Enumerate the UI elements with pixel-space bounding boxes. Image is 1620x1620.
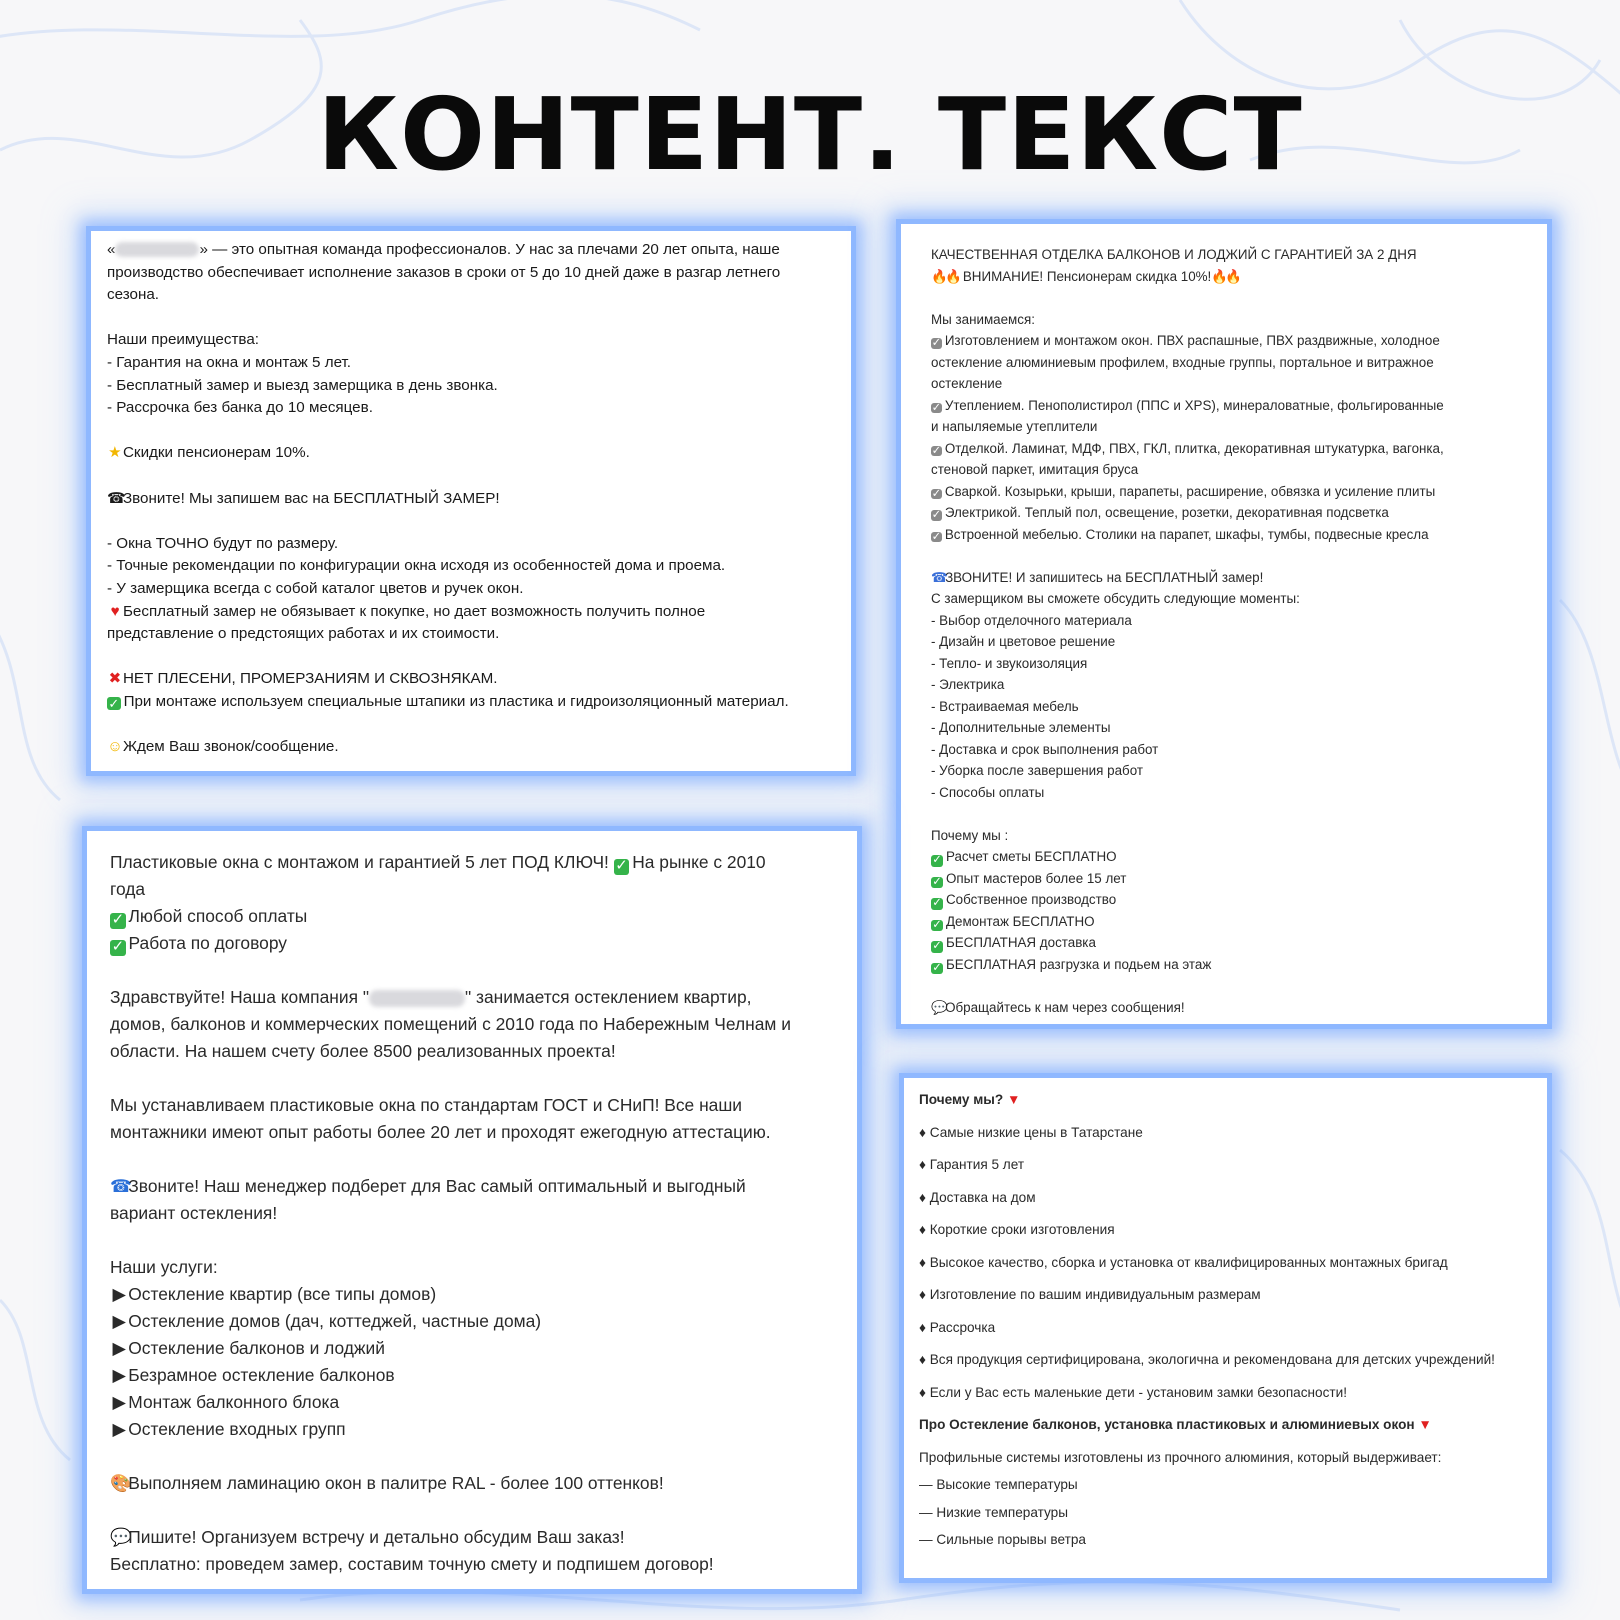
pay-line: ✓ Любой способ оплаты xyxy=(111,906,308,928)
play-triangle-icon: ▶ xyxy=(112,1311,126,1331)
discuss-line: С замерщиком вы сможете обсудить следующие моменты: xyxy=(931,591,1300,606)
discount-line: ★Скидки пенсионерам 10%. xyxy=(107,442,835,465)
intro-text: » — это опытная команда профессионалов. У нас за плечами 20 лет опыта, наше xyxy=(199,241,780,258)
check-icon: ✓ xyxy=(108,695,120,711)
topic-item: - Уборка после завершения работ xyxy=(931,763,1143,778)
topic-item: - Доставка и срок выполнения работ xyxy=(931,741,1159,757)
service-line: ✓ Электрикой. Теплый пол, освещение, розетки, декоративная подсветка xyxy=(931,505,1389,521)
withstand-item: — Низкие температуры xyxy=(919,1504,1068,1520)
check-icon: ✓ xyxy=(932,897,942,909)
advantage-item: - Бесплатный замер и выезд замерщика в день звонка. xyxy=(107,376,498,394)
service-line: ✓ Отделкой. Ламинат, МДФ, ПВХ, ГКЛ, плитка, декоративная штукатурка, вагонка, xyxy=(931,440,1444,457)
withstand-item: — Высокие температуры xyxy=(919,1477,1078,1492)
check-icon: ✓ xyxy=(111,912,124,928)
play-triangle-icon: ▶ xyxy=(112,1338,126,1358)
advantages-title: Наши преимущества: xyxy=(107,331,259,349)
bullet-icon: ♦ xyxy=(919,1352,930,1367)
why-item: ♦ Вся продукция сертифицирована, экологична и рекомендована для детских учреждений! xyxy=(919,1352,1495,1367)
bullet-icon: ♦ xyxy=(919,1157,930,1172)
play-triangle-icon: ▶ xyxy=(112,1419,126,1439)
checkbox-icon: ✓ xyxy=(931,530,942,543)
about-title: Про Остекление балконов, установка пластиковых и алюминиевых окон ▼ xyxy=(919,1417,1432,1432)
fire-icon: 🔥 xyxy=(1225,268,1243,284)
bullet-icon: ♦ xyxy=(919,1319,930,1335)
point-item: - Окна ТОЧНО будут по размеру. xyxy=(107,534,339,552)
free-measure-line-1: ♥ Бесплатный замер не обязывает к покупке, но дает возможность получить полное xyxy=(107,601,835,624)
post-card-4 xyxy=(899,1073,1552,1583)
post-card-2 xyxy=(896,219,1552,1029)
intro-line-2: производство обеспечивает исполнение заказов в сроки от 5 до 10 дней даже в разгар летнего xyxy=(107,263,781,281)
free-measure-line-2: представление о предстоящих работах и их стоимости. xyxy=(107,625,500,643)
service-item: ▶ Остекление домов (дач, коттеджей, частные дома) xyxy=(110,1308,834,1335)
advantage-item: - Рассрочка без банка до 10 месяцев. xyxy=(107,399,373,417)
play-triangle-icon: ▶ xyxy=(112,1392,126,1412)
bullet-icon: ♦ xyxy=(919,1189,930,1205)
post-card-1 xyxy=(86,226,856,776)
topic-item: - Дополнительные элементы xyxy=(931,720,1111,735)
checkbox-icon: ✓ xyxy=(931,401,942,414)
bullet-icon: ♦ xyxy=(919,1384,930,1400)
fire-icon: 🔥 xyxy=(945,268,962,284)
why-item: ♦ Рассрочка xyxy=(919,1319,996,1335)
speech-bubble-icon: 💬 xyxy=(110,1527,132,1547)
why-item: ♦ Гарантия 5 лет xyxy=(919,1157,1025,1172)
why-item: ✓ Расчет сметы БЕСПЛАТНО xyxy=(932,849,1117,866)
bullet-icon: ♦ xyxy=(919,1124,930,1140)
check-icon: ✓ xyxy=(111,939,124,955)
topic-item: - Выбор отделочного материала xyxy=(931,612,1132,628)
check-icon: ✓ xyxy=(932,854,942,866)
fire-icon: 🔥 xyxy=(1211,268,1228,284)
topic-item: - Встраиваемая мебель xyxy=(931,698,1079,714)
star-icon: ★ xyxy=(108,444,122,462)
point-item: - Точные рекомендации по конфигурации окна исходя из особенностей дома и проема. xyxy=(107,557,726,575)
red-triangle-down-icon: ▼ xyxy=(1418,1417,1432,1432)
service-line: ✓ Встроенной мебелью. Столики на парапет, шкафы, тумбы, подвесные кресла xyxy=(931,526,1429,543)
topic-item: - Электрика xyxy=(931,677,1005,692)
post-card-3 xyxy=(82,826,862,1594)
free-line: Бесплатно: проведем замер, составим точную смету и подпишем договор! xyxy=(110,1554,714,1574)
speech-bubble-icon: 💬 xyxy=(931,999,948,1015)
why-item: ♦ Если у Вас есть маленькие дети - установим замки безопасности! xyxy=(919,1384,1348,1400)
headline: КАЧЕСТВЕННАЯ ОТДЕЛКА БАЛКОНОВ И ЛОДЖИЙ С ГАРАНТИЕЙ ЗА 2 ДНЯ xyxy=(931,247,1417,262)
checkbox-icon: ✓ xyxy=(931,509,942,521)
mobile-phone-icon: ☎ xyxy=(931,569,948,585)
write-line: 💬Пишите! Организуем встречу и детально обсудим Ваш заказ! xyxy=(110,1524,834,1551)
play-triangle-icon: ▶ xyxy=(112,1365,126,1385)
checkbox-icon: ✓ xyxy=(931,487,942,500)
bullet-icon: ♦ xyxy=(919,1222,930,1237)
line-2: года xyxy=(110,879,146,899)
blurred-company-name xyxy=(369,990,465,1007)
service-line: ✓ Сваркой. Козырьки, крыши, парапеты, расширение, обвязка и усиление плиты xyxy=(931,483,1436,500)
why-item: ✓ Демонтаж БЕСПЛАТНО xyxy=(932,913,1095,931)
topic-item: - Способы оплаты xyxy=(931,784,1045,800)
why-item: ♦ Высокое качество, сборка и установка от квалифицированных монтажных бригад xyxy=(919,1254,1448,1270)
smile-icon: ☺ xyxy=(107,738,123,756)
line-1: Пластиковые окна с монтажом и гарантией 5 лет ПОД КЛЮЧ! ✓ На рынке с 2010 xyxy=(110,852,766,874)
hello-line-1: Здравствуйте! Наша компания " " занимается остеклением квартир, xyxy=(110,987,752,1007)
service-line: и напыляемые утеплители xyxy=(931,419,1098,434)
check-icon: ✓ xyxy=(932,875,942,888)
check-icon: ✓ xyxy=(932,961,942,974)
page-title: КОНТЕНТ. ТЕКСТ xyxy=(317,76,1303,193)
service-item: ▶ Монтаж балконного блока xyxy=(110,1389,834,1416)
withstand-item: — Сильные порывы ветра xyxy=(919,1532,1086,1547)
service-line: ✓ Утеплением. Пенополистирол (ППС и XPS), минераловатные, фольгированные xyxy=(931,397,1444,414)
service-line: стеновой паркет, имитация бруса xyxy=(931,462,1139,477)
service-line: ✓ Изготовлением и монтажом окон. ПВХ распашные, ПВХ раздвижные, холодное xyxy=(931,333,1440,349)
service-line: остекление алюминиевым профилем, входные группы, портальное и витражное xyxy=(931,354,1434,370)
call-line-1: ☎Звоните! Наш менеджер подберет для Вас самый оптимальный и выгодный xyxy=(110,1173,834,1200)
intro-line-1 xyxy=(107,239,835,262)
hello-line-2: домов, балконов и коммерческих помещений с 2010 года по Набережным Челнам и xyxy=(110,1014,791,1034)
why-item: ♦ Самые низкие цены в Татарстане xyxy=(919,1124,1143,1140)
service-item: ▶ Остекление входных групп xyxy=(110,1416,834,1443)
point-item: - У замерщика всегда с собой каталог цветов и ручек окон. xyxy=(107,579,524,597)
bullet-icon: ♦ xyxy=(919,1287,930,1302)
why-item: ✓ БЕСПЛАТНАЯ разгрузка и подьем на этаж xyxy=(932,956,1212,974)
why-item: ♦ Короткие сроки изготовления xyxy=(919,1222,1115,1237)
no-mold-line: ✖ НЕТ ПЛЕСЕНИ, ПРОМЕРЗАНИЯМ И СКВОЗНЯКАМ. xyxy=(107,668,835,691)
service-item: ▶ Безрамное остекление балконов xyxy=(110,1362,834,1389)
check-icon: ✓ xyxy=(932,940,942,952)
check-icon: ✓ xyxy=(932,918,942,931)
wait-line: ☺Ждем Ваш звонок/сообщение. xyxy=(107,736,835,759)
service-line: остекление xyxy=(931,376,1003,391)
topic-item: - Тепло- и звукоизоляция xyxy=(931,655,1088,671)
play-triangle-icon: ▶ xyxy=(112,1284,126,1304)
call-line-2: вариант остекления! xyxy=(110,1203,278,1223)
check-icon: ✓ xyxy=(615,858,628,874)
intro-line-3: сезона. xyxy=(107,286,159,304)
call-line: ☎Звоните! Мы запишем вас на БЕСПЛАТНЫЙ ЗАМЕР! xyxy=(107,488,835,511)
checkbox-icon: ✓ xyxy=(931,337,942,349)
why-item: ♦ Изготовление по вашим индивидуальным размерам xyxy=(919,1287,1261,1302)
why-title: Почему мы? ▼ xyxy=(919,1092,1021,1107)
service-item: ▶ Остекление квартир (все типы домов) xyxy=(110,1281,834,1308)
palette-icon: 🎨 xyxy=(110,1473,132,1493)
hello-line-3: области. На нашем счету более 8500 реализованных проекта! xyxy=(110,1041,616,1061)
ral-line: 🎨Выполняем ламинацию окон в палитре RAL - более 100 оттенков! xyxy=(110,1470,834,1497)
about-text: Профильные системы изготовлены из прочного алюминия, который выдерживает: xyxy=(919,1449,1442,1465)
gost-line-1: Мы устанавливаем пластиковые окна по стандартам ГОСТ и СНиП! Все наши xyxy=(110,1095,743,1115)
services-title: Наши услуги: xyxy=(110,1257,218,1277)
why-item: ♦ Доставка на дом xyxy=(919,1189,1036,1205)
phone-icon: ☎ xyxy=(107,489,126,507)
cross-icon: ✖ xyxy=(108,670,122,688)
quote-open: « xyxy=(107,241,116,258)
why-item: ✓ Собственное производство xyxy=(932,892,1117,909)
heart-icon: ♥ xyxy=(110,602,120,620)
gost-line-2: монтажники имеют опыт работы более 20 лет и проходят ежегодную аттестацию. xyxy=(110,1122,771,1142)
blurred-company-name xyxy=(115,242,199,257)
checkbox-icon: ✓ xyxy=(931,444,942,457)
why-item: ✓ Опыт мастеров более 15 лет xyxy=(932,870,1127,888)
red-triangle-down-icon: ▼ xyxy=(1006,1092,1021,1107)
contract-line: ✓ Работа по договору xyxy=(111,933,287,955)
bullet-icon: ♦ xyxy=(919,1254,930,1270)
install-line: ✓ При монтаже используем специальные штапики из пластика и гидроизоляционный материал. xyxy=(108,692,789,711)
we-do-title: Мы занимаемся: xyxy=(931,311,1035,327)
call-line: ☎ЗВОНИТЕ! И запишитесь на БЕСПЛАТНЫЙ замер! xyxy=(931,567,1517,589)
why-title: Почему мы : xyxy=(931,827,1009,843)
fire-icon: 🔥 xyxy=(931,268,948,284)
advantage-item: - Гарантия на окна и монтаж 5 лет. xyxy=(107,353,352,371)
why-item: ✓ БЕСПЛАТНАЯ доставка xyxy=(932,935,1096,952)
service-item: ▶ Остекление балконов и лоджий xyxy=(110,1335,834,1362)
phone-icon: ☎ xyxy=(110,1176,132,1196)
topic-item: - Дизайн и цветовое решение xyxy=(931,634,1116,649)
contact-line: 💬Обращайтесь к нам через сообщения! xyxy=(931,997,1517,1019)
attention-line: 🔥🔥 ВНИМАНИЕ! Пенсионерам скидка 10%!🔥🔥 xyxy=(931,266,1517,288)
